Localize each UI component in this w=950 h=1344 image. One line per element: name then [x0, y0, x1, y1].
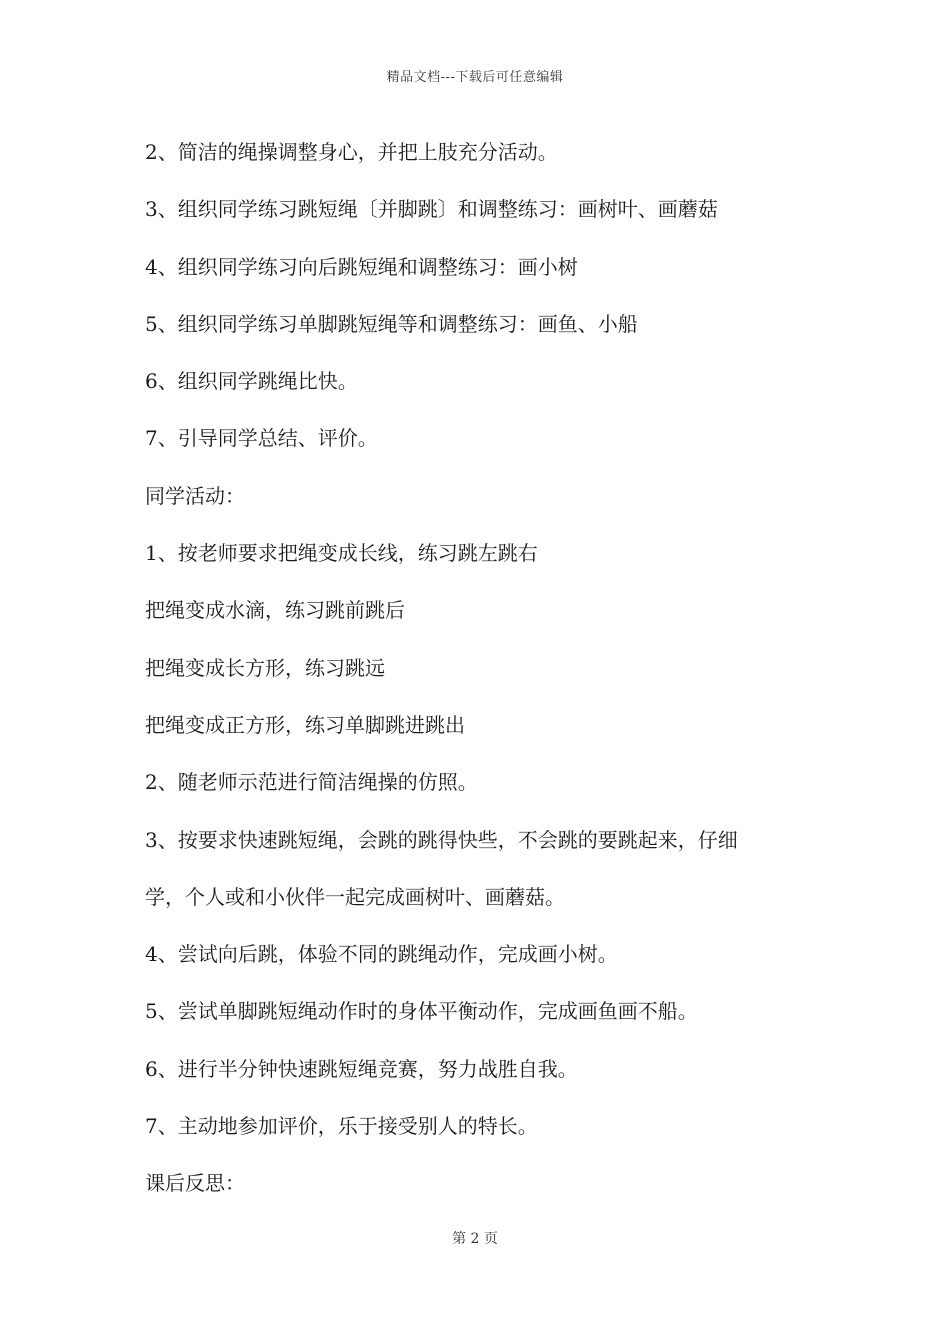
text-line: 7、引导同学总结、评价。	[145, 426, 378, 451]
text-line: 7、主动地参加评价，乐于接受别人的特长。	[145, 1114, 538, 1139]
text-line: 5、尝试单脚跳短绳动作时的身体平衡动作，完成画鱼画不船。	[145, 999, 698, 1024]
text-line: 4、尝试向后跳，体验不同的跳绳动作，完成画小树。	[145, 942, 618, 967]
section-heading: 课后反思：	[145, 1171, 245, 1196]
text-line: 6、进行半分钟快速跳短绳竞赛，努力战胜自我。	[145, 1056, 578, 1081]
text-line: 2、简洁的绳操调整身心，并把上肢充分活动。	[145, 140, 558, 164]
text-line: 6、组织同学跳绳比快。	[145, 369, 358, 394]
page-header: 精品文档---下载后可任意编辑	[386, 70, 564, 85]
text-line: 1、按老师要求把绳变成长线，练习跳左跳右	[145, 541, 538, 566]
page-number: 第 2 页	[452, 1231, 498, 1247]
text-line: 把绳变成水滴，练习跳前跳后	[145, 598, 405, 623]
text-line: 把绳变成正方形，练习单脚跳进跳出	[145, 712, 465, 737]
text-line: 2、随老师示范进行简洁绳操的仿照。	[145, 770, 478, 795]
text-line: 4、组织同学练习向后跳短绳和调整练习：画小树	[145, 254, 578, 279]
text-line: 3、按要求快速跳短绳，会跳的跳得快些，不会跳的要跳起来，仔细	[145, 827, 738, 852]
text-line: 3、组织同学练习跳短绳〔并脚跳〕和调整练习：画树叶、画蘑菇	[145, 197, 718, 222]
text-line: 5、组织同学练习单脚跳短绳等和调整练习：画鱼、小船	[145, 311, 638, 336]
document-body	[145, 133, 845, 1222]
text-line: 学，个人或和小伙伴一起完成画树叶、画蘑菇。	[145, 884, 565, 909]
text-line: 把绳变成长方形，练习跳远	[145, 655, 385, 680]
section-heading: 同学活动：	[145, 483, 245, 508]
